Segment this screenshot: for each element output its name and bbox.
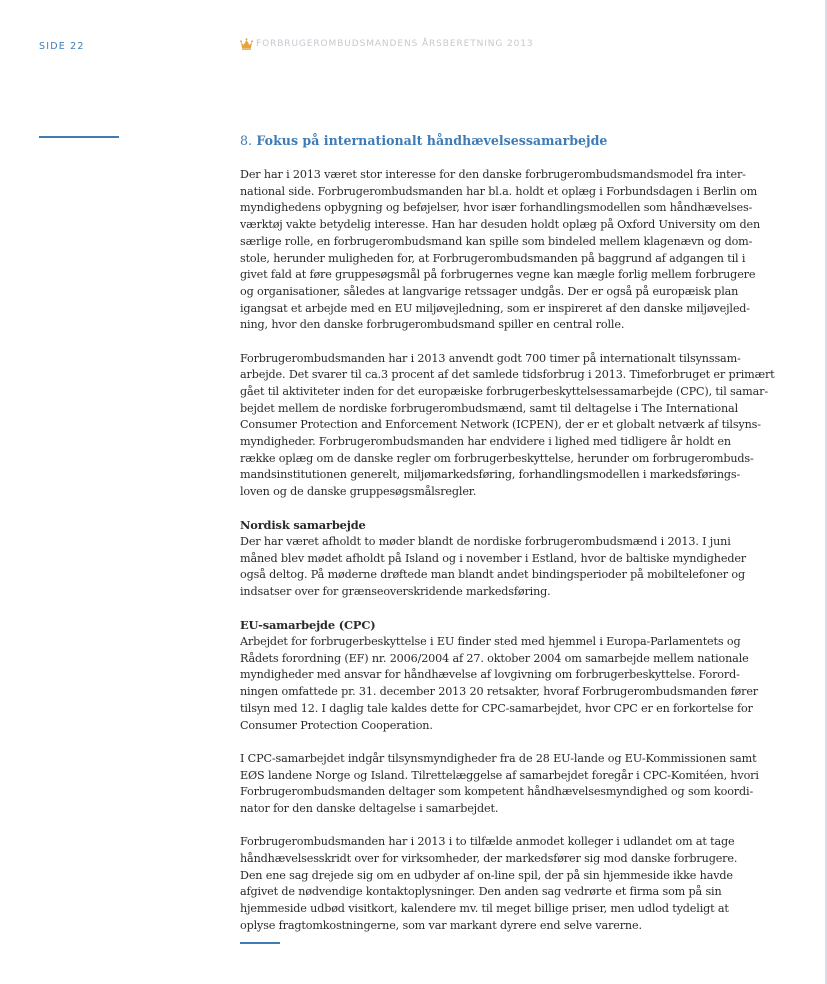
section-title-text: Fokus på internationalt håndhævelsessamarbejde [256, 133, 608, 148]
text-line: arbejde. Det svarer til ca.3 procent af det samlede tidsforbrug i 2013. Timeforbruget er primært [240, 368, 775, 382]
text-line: bejdet mellem de nordiske forbrugerombudsmænd, samt til deltagelse i The International [240, 401, 738, 415]
page-number: SIDE 22 [39, 41, 85, 52]
text-line: Arbejdet for forbrugerbeskyttelse i EU finder sted med hjemmel i Europa-Parlamentets og [240, 635, 741, 649]
text-line: EØS landene Norge og Island. Tilrettelæggelse af samarbejdet foregår i CPC-Komitéen, hvori [240, 768, 759, 782]
text-line: Consumer Protection and Enforcement Network (ICPEN), der er et globalt netværk af tilsyns- [240, 418, 761, 432]
text-line: mandsinstitutionen generelt, miljømarkedsføring, forhandlingsmodellen i markedsførings- [240, 468, 741, 482]
text-line: givet fald at føre gruppesøgsmål på forbrugernes vegne kan mægle forlig mellem forbrugere [240, 268, 756, 282]
section-rule [39, 136, 119, 138]
text-line: række oplæg om de danske regler om forbrugerbeskyttelse, herunder om forbrugerombuds- [240, 451, 754, 465]
section-number: 8. [240, 133, 253, 148]
text-line: I CPC-samarbejdet indgår tilsynsmyndigheder fra de 28 EU-lande og EU-Kommissionen samt [240, 751, 757, 765]
subsection-heading: EU-samarbejde (CPC) [240, 618, 376, 633]
body-paragraph [240, 617, 770, 734]
text-line: oplyse fragtomkostningerne, som var markant dyrere end selve varerne. [240, 918, 642, 932]
body-text [240, 167, 775, 934]
text-line: Forbrugerombudsmanden har i 2013 anvendt godt 700 timer på internationalt tilsynssam- [240, 351, 741, 365]
text-line: særlige rolle, en forbrugerombudsmand kan spille som bindeled mellem klagenævn og dom- [240, 234, 753, 248]
text-line: Forbrugerombudsmanden har i 2013 i to tilfælde anmodet kolleger i udlandet om at tage [240, 835, 735, 849]
running-header [240, 38, 534, 50]
text-line: også deltog. På møderne drøftede man blandt andet bindingsperioder på mobiltelefoner og [240, 568, 745, 582]
body-paragraph [240, 351, 775, 501]
text-line: Consumer Protection Cooperation. [240, 718, 433, 732]
text-line: Den ene sag drejede sig om en udbyder af on-line spil, der på sin hjemmeside ikke havde [240, 868, 733, 882]
text-line: ningen omfattede pr. 31. december 2013 20 retsakter, hvoraf Forbrugerombudsmanden fører [240, 685, 758, 699]
text-line: national side. Forbrugerombudsmanden har bl.a. holdt et oplæg i Forbundsdagen i Berlin om [240, 184, 758, 198]
text-line: loven og de danske gruppesøgsmålsregler. [240, 485, 477, 499]
text-line: måned blev mødet afholdt på Island og i november i Estland, hvor de baltiske myndigheder [240, 551, 747, 565]
text-line: Der har været afholdt to møder blandt de nordiske forbrugerombudsmænd i 2013. I juni [240, 535, 731, 549]
text-line: myndigheder med ansvar for håndhævelse af lovgivning om forbrugerbeskyttelse. Forord- [240, 668, 740, 682]
text-line: Forbrugerombudsmanden deltager som kompetent håndhævelsesmyndighed og som koordi- [240, 785, 754, 799]
text-line: stole, herunder muligheden for, at Forbrugerombudsmanden på baggrund af adgangen til i [240, 251, 746, 265]
text-line: indsatser over for grænseoverskridende markedsføring. [240, 585, 551, 599]
text-line: tilsyn med 12. I daglig tale kaldes dette for CPC-samarbejdet, hvor CPC er en forkortelse for [240, 701, 753, 715]
text-line: hjemmeside udbød visitkort, kalendere mv. til meget billige priser, men udlod tydeligt at [240, 901, 729, 915]
body-paragraph [240, 517, 770, 601]
main-content [240, 132, 775, 951]
text-line: igangsat et arbejde med en EU miljøvejledning, som er inspireret af den danske miljøvejled- [240, 301, 750, 315]
text-line: og organisationer, således at langvarige retssager undgås. Der er også på europæisk plan [240, 284, 739, 298]
text-line: nator for den danske deltagelse i samarbejdet. [240, 801, 499, 815]
body-paragraph [240, 834, 770, 934]
text-line: myndighedens opbygning og beføjelser, hvor især forhandlingsmodellen som håndhævelses- [240, 201, 753, 215]
text-line: ning, hvor den danske forbrugerombudsmand spiller en central rolle. [240, 318, 625, 332]
section-title [240, 132, 770, 150]
end-rule [240, 942, 280, 944]
text-line: afgivet de nødvendige kontaktoplysninger. Den anden sag vedrørte et firma som på sin [240, 885, 722, 899]
text-line: værktøj vakte betydelig interesse. Han har desuden holdt oplæg på Oxford University om den [240, 218, 761, 232]
text-line: gået til aktiviteter inden for det europæiske forbrugerbeskyttelsessamarbejde (CPC), til samar- [240, 384, 768, 398]
text-line: Der har i 2013 været stor interesse for den danske forbrugerombudsmandsmodel fra inter- [240, 168, 746, 181]
text-line: håndhævelsesskridt over for virksomheder, der markedsfører sig mod danske forbrugere. [240, 851, 738, 865]
text-line: Rådets forordning (EF) nr. 2006/2004 af 27. oktober 2004 om samarbejde mellem nationale [240, 651, 749, 665]
subsection-heading: Nordisk samarbejde [240, 518, 366, 533]
running-header-text: FORBRUGEROMBUDSMANDENS ÅRSBERETNING 2013 [256, 39, 534, 49]
body-paragraph [240, 751, 770, 818]
body-paragraph [240, 167, 770, 334]
crown-icon [240, 38, 253, 50]
text-line: myndigheder. Forbrugerombudsmanden har endvidere i lighed med tidligere år holdt en [240, 435, 731, 449]
